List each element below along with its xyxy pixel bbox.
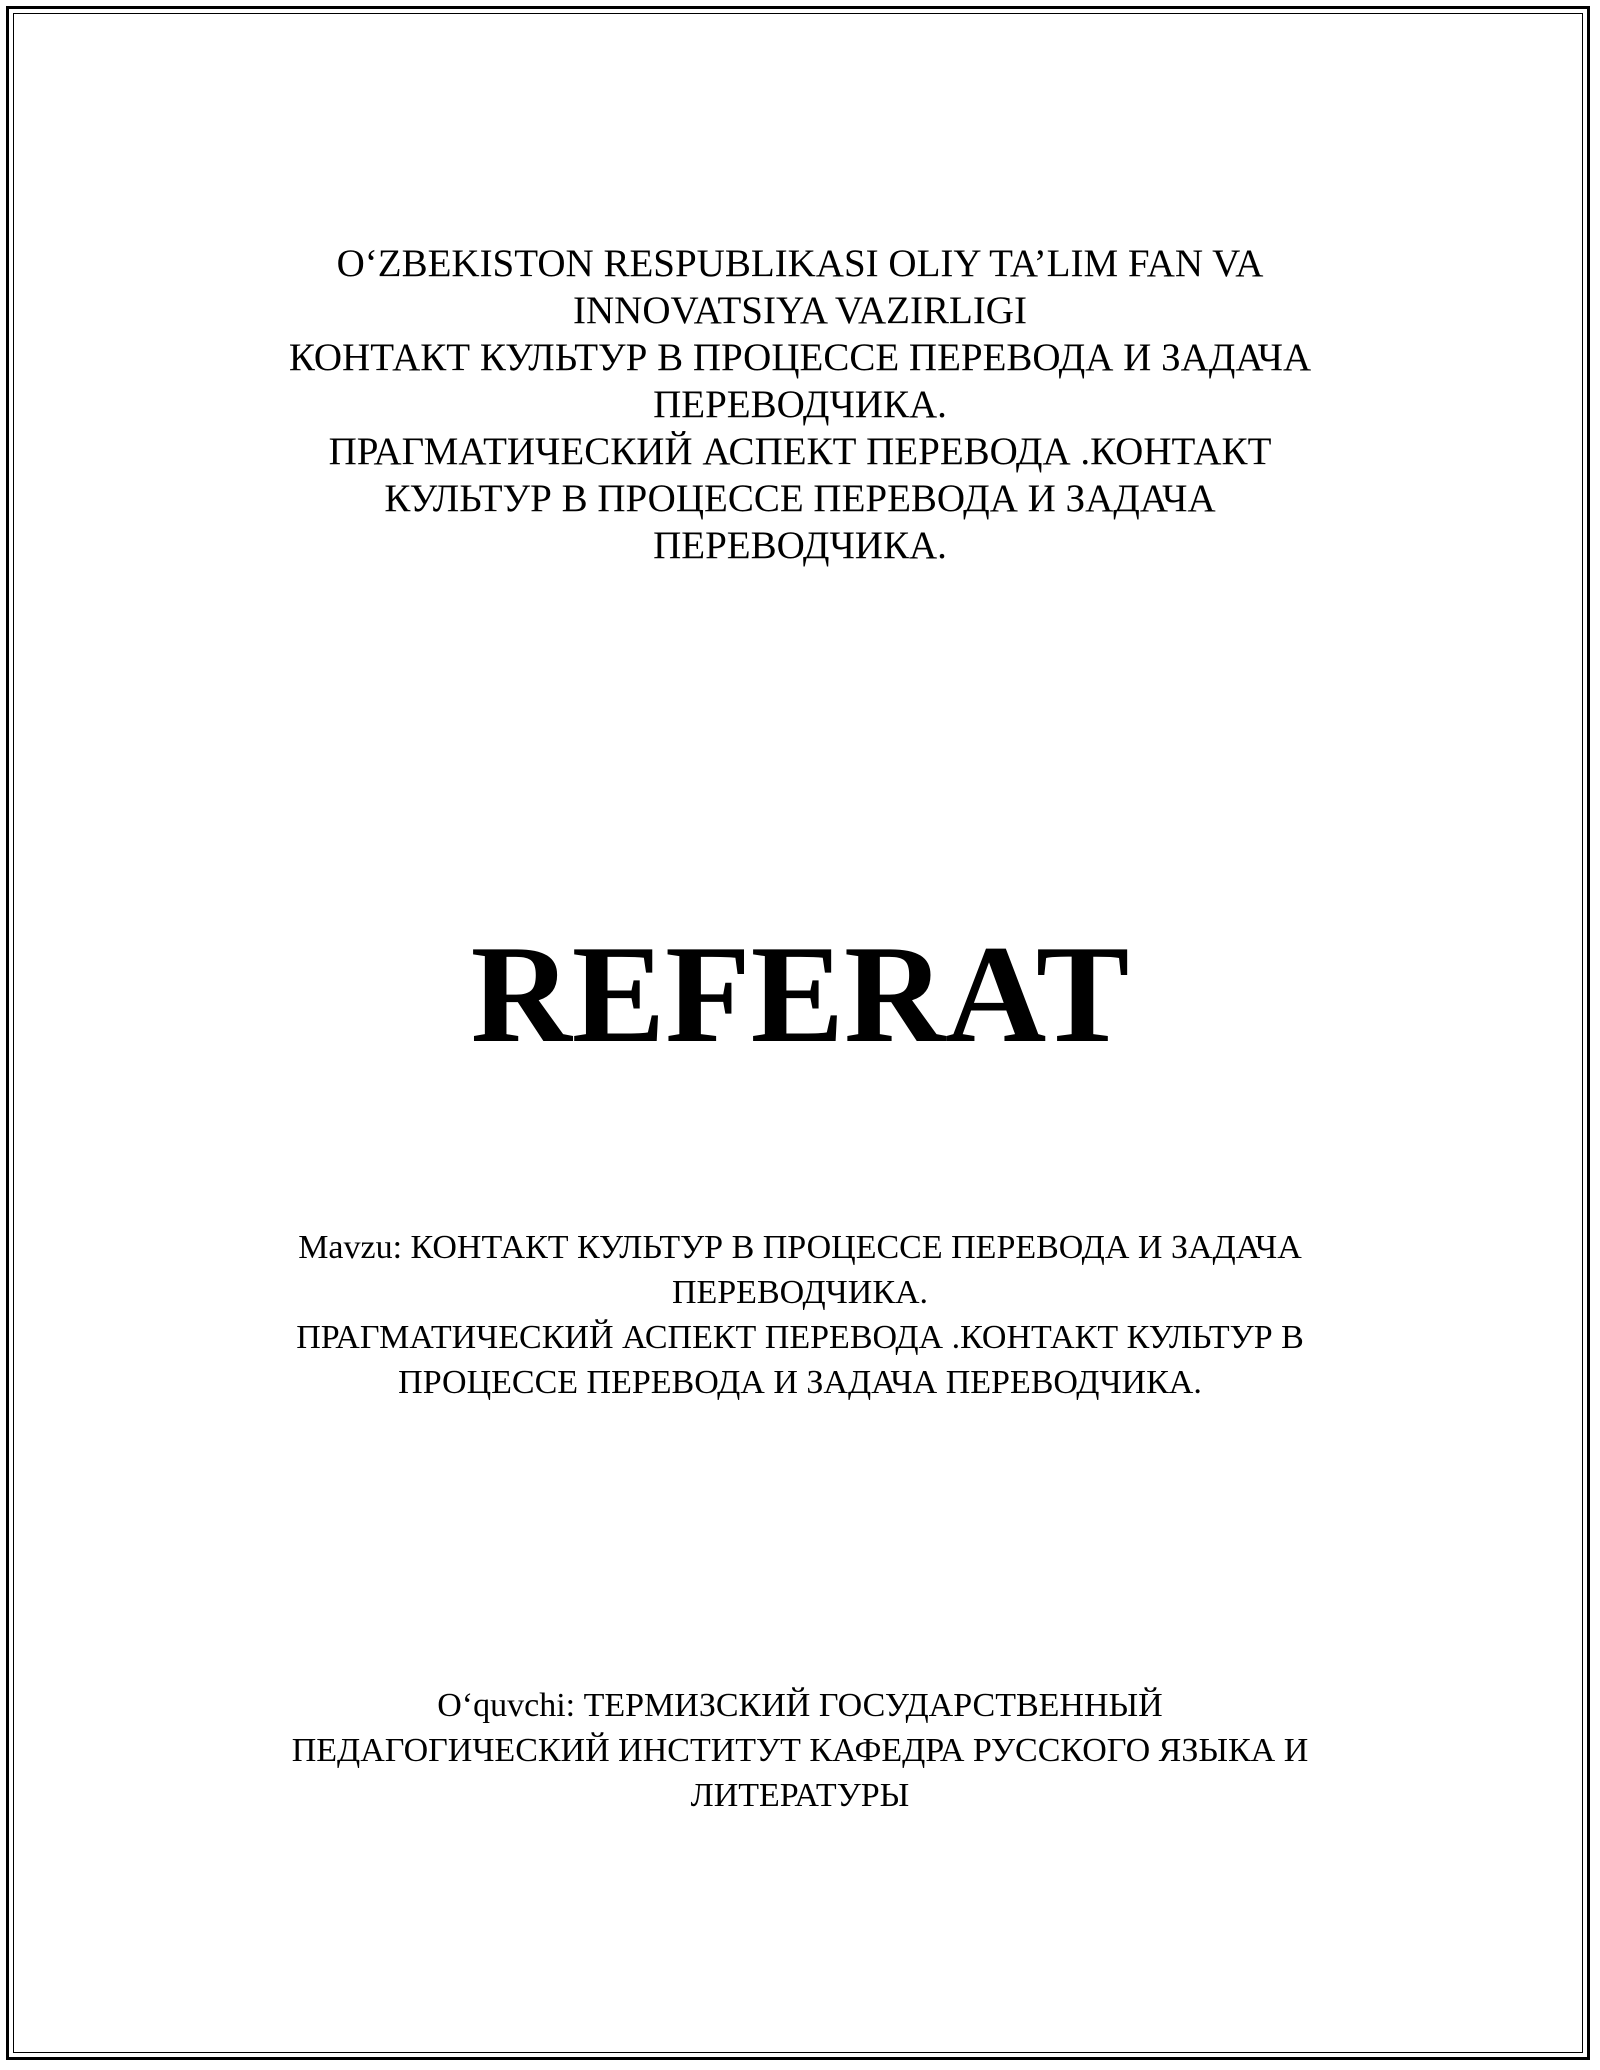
topic-line: ПРОЦЕССЕ ПЕРЕВОДА И ЗАДАЧА ПЕРЕВОДЧИКА. xyxy=(398,1364,1202,1401)
topic-line: ПЕРЕВОДЧИКА. xyxy=(671,1274,929,1311)
header-line: ПЕРЕВОДЧИКА. xyxy=(653,383,947,426)
header-line: КУЛЬТУР В ПРОЦЕССЕ ПЕРЕВОДА И ЗАДАЧА xyxy=(384,477,1216,520)
student-section xyxy=(220,1683,1380,1818)
student-line: ПЕДАГОГИЧЕСКИЙ ИНСТИТУТ КАФЕДРА РУССКОГО ЯЗЫКА И xyxy=(291,1732,1309,1769)
header-line: O‘ZBEKISTON RESPUBLIKASI OLIY TA’LIM FAN VA xyxy=(336,242,1264,285)
topic-section xyxy=(220,1225,1380,1405)
document-title: REFERAT xyxy=(470,917,1130,1072)
header-line: КОНТАКТ КУЛЬТУР В ПРОЦЕССЕ ПЕРЕВОДА И ЗАДАЧА xyxy=(288,336,1312,379)
topic-line: Mavzu: КОНТАКТ КУЛЬТУР В ПРОЦЕССЕ ПЕРЕВОДА И ЗАДАЧА xyxy=(298,1229,1302,1266)
student-line: O‘quvchi: ТЕРМИЗСКИЙ ГОСУДАРСТВЕННЫЙ xyxy=(437,1687,1163,1724)
ministry-header xyxy=(220,240,1380,569)
student-line: ЛИТЕРАТУРЫ xyxy=(690,1777,910,1814)
header-line: ПЕРЕВОДЧИКА. xyxy=(653,524,947,567)
topic-line: ПРАГМАТИЧЕСКИЙ АСПЕКТ ПЕРЕВОДА .КОНТАКТ КУЛЬТУР В xyxy=(296,1319,1304,1356)
header-line: ПРАГМАТИЧЕСКИЙ АСПЕКТ ПЕРЕВОДА .КОНТАКТ xyxy=(328,430,1272,473)
header-line: INNOVATSIYA VAZIRLIGI xyxy=(573,289,1027,332)
